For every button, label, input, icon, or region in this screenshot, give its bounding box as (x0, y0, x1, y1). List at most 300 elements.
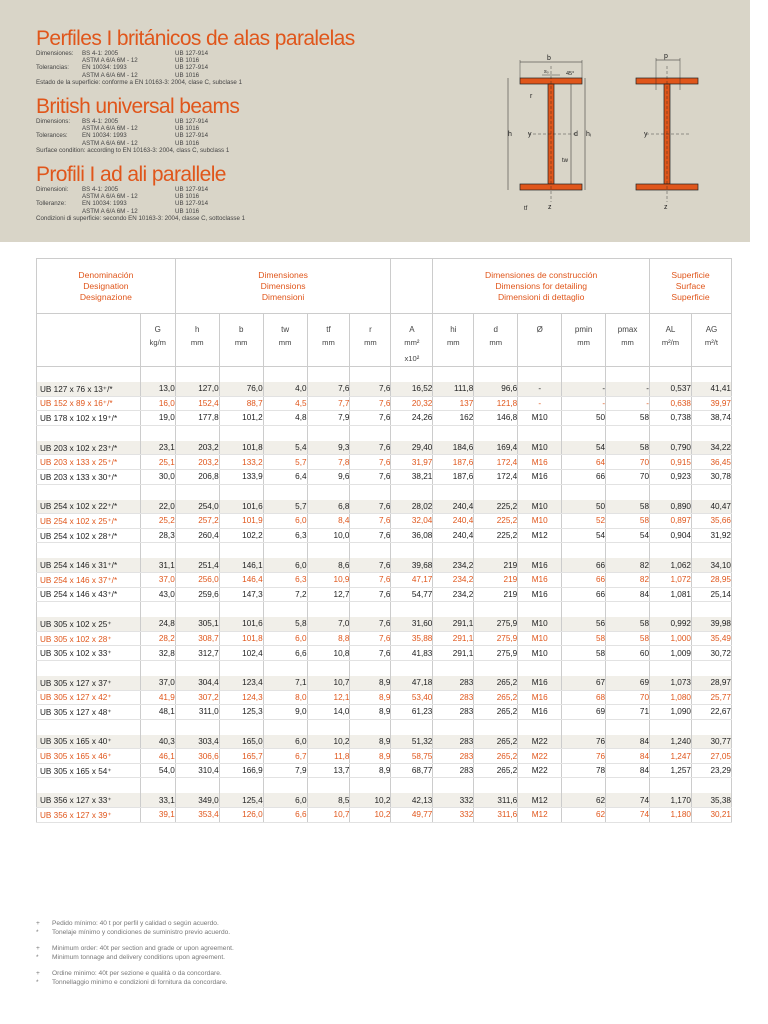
table-cell: 66 (562, 587, 606, 602)
unit-cell: mm (307, 334, 350, 350)
table-cell: 257,2 (175, 514, 219, 529)
beam-designation: UB 305 x 127 x 48⁺ (37, 705, 141, 720)
table-cell: 312,7 (175, 646, 219, 661)
table-row (37, 763, 732, 778)
group-header-line: Dimensions for detailing (495, 280, 588, 291)
footnote (36, 979, 234, 988)
footnote-text: Minimum tonnage and delivery conditions upon agreement. (52, 953, 226, 961)
symbol-cell: tf (307, 314, 350, 335)
unit-cell-empty (37, 350, 141, 367)
table-cell: 0,890 (650, 500, 692, 514)
table-row (37, 705, 732, 720)
group-gap-row (37, 778, 732, 794)
diagram-label-y2: y (644, 131, 648, 138)
table-cell: 50 (562, 411, 606, 426)
table-cell: 203,2 (175, 441, 219, 455)
table-cell: 6,0 (263, 514, 307, 529)
table-cell: 7,6 (350, 646, 391, 661)
table-cell: 9,6 (307, 469, 350, 484)
table-cell: 7,6 (307, 382, 350, 396)
table-cell: 0,638 (650, 396, 692, 411)
table-cell: 162 (433, 411, 474, 426)
symbol-row (37, 314, 732, 335)
table-cell: 41,9 (140, 690, 175, 705)
symbol-cell: hi (433, 314, 474, 335)
table-cell: M10 (518, 646, 562, 661)
gap-cell (219, 484, 263, 500)
symbol-cell: pmax (606, 314, 650, 335)
table-cell: 7,6 (350, 514, 391, 529)
table-cell: 111,8 (433, 382, 474, 396)
table-cell: 0,537 (650, 382, 692, 396)
table-cell: 25,77 (691, 690, 731, 705)
table-cell: 7,6 (350, 455, 391, 470)
unit-cell (606, 350, 650, 367)
table-cell: 28,2 (140, 631, 175, 646)
spec-row (36, 50, 355, 57)
table-cell: 283 (433, 735, 474, 749)
unit-cell (650, 350, 692, 367)
group-header-detailing (433, 259, 650, 314)
gap-cell (474, 719, 518, 735)
table-cell: 58 (606, 514, 650, 529)
table-cell: 53,40 (391, 690, 433, 705)
beam-designation: UB 254 x 102 x 25⁺/* (37, 514, 141, 529)
table-cell: M16 (518, 705, 562, 720)
table-row (37, 558, 732, 572)
table-cell: M16 (518, 587, 562, 602)
table-cell: 240,4 (433, 528, 474, 543)
table-cell: 225,2 (474, 514, 518, 529)
diagram-label-tf: tf (524, 206, 528, 212)
table-cell: 6,8 (307, 500, 350, 514)
table-cell: 38,74 (691, 411, 731, 426)
table-cell: 234,2 (433, 558, 474, 572)
table-cell: 7,8 (307, 455, 350, 470)
unit-cell (140, 350, 175, 367)
gap-cell (650, 425, 692, 441)
diagram-label-d: d (574, 131, 578, 138)
gap-cell (606, 484, 650, 500)
beam-designation: UB 203 x 102 x 23⁺/* (37, 441, 141, 455)
gap-cell (474, 778, 518, 794)
table-cell: 7,6 (350, 469, 391, 484)
table-cell: 5,8 (263, 617, 307, 631)
diagram-label-r: r (530, 93, 533, 100)
gap-cell (37, 484, 141, 500)
table-cell: 7,6 (350, 558, 391, 572)
spec-row (36, 57, 355, 64)
gap-cell (219, 543, 263, 559)
gap-cell (391, 602, 433, 618)
spec-value: ASTM A 6/A 6M - 12 (82, 57, 138, 65)
table-cell: 40,3 (140, 735, 175, 749)
gap-cell (518, 484, 562, 500)
table-cell: 39,1 (140, 808, 175, 823)
table-cell: 8,9 (350, 763, 391, 778)
gap-cell (518, 778, 562, 794)
gap-cell (140, 602, 175, 618)
gap-cell (606, 778, 650, 794)
section-title: Perfiles I británicos de alas paralelas (36, 27, 355, 50)
table-cell: 291,1 (433, 646, 474, 661)
table-cell: 6,3 (263, 528, 307, 543)
gap-cell (650, 602, 692, 618)
beam-designation: UB 305 x 165 x 40⁺ (37, 735, 141, 749)
gap-cell (691, 425, 731, 441)
table-row (37, 676, 732, 690)
unit-cell: x10² (391, 350, 433, 367)
beam-designation: UB 305 x 102 x 33⁺ (37, 646, 141, 661)
gap-cell (37, 660, 141, 676)
spec-row (36, 72, 355, 79)
table-cell: 58 (606, 631, 650, 646)
table-cell: 20,32 (391, 396, 433, 411)
table-cell: 32,8 (140, 646, 175, 661)
gap-cell (433, 719, 474, 735)
footnote (36, 970, 234, 979)
gap-cell (606, 719, 650, 735)
table-cell: 184,6 (433, 441, 474, 455)
spec-key: Dimensions: (36, 118, 71, 125)
table-cell: 82 (606, 572, 650, 587)
table-cell: 305,1 (175, 617, 219, 631)
section-title: British universal beams (36, 95, 240, 118)
table-cell: 39,97 (691, 396, 731, 411)
table-cell: 102,4 (219, 646, 263, 661)
table-cell: 54,77 (391, 587, 433, 602)
gap-cell (37, 719, 141, 735)
table-cell: 46,1 (140, 749, 175, 764)
table-cell: - (606, 382, 650, 396)
gap-cell (433, 425, 474, 441)
gap-cell (391, 719, 433, 735)
gap-cell (518, 367, 562, 383)
spec-key (36, 208, 82, 215)
spec-row (36, 118, 239, 125)
beam-designation: UB 152 x 89 x 16⁺/* (37, 396, 141, 411)
table-cell: M16 (518, 690, 562, 705)
gap-cell (391, 778, 433, 794)
table-cell: 31,60 (391, 617, 433, 631)
table-cell: 7,6 (350, 587, 391, 602)
table-cell: 39,68 (391, 558, 433, 572)
group-gap-row (37, 543, 732, 559)
table-cell: 58,75 (391, 749, 433, 764)
spec-range: UB 127-914 (175, 64, 209, 72)
table-row (37, 587, 732, 602)
gap-cell (263, 660, 307, 676)
table-cell: 7,6 (350, 441, 391, 455)
table-cell: 251,4 (175, 558, 219, 572)
footnote (36, 929, 234, 938)
gap-cell (219, 660, 263, 676)
table-cell: 219 (474, 587, 518, 602)
table-cell: 36,08 (391, 528, 433, 543)
table-cell: 126,0 (219, 808, 263, 823)
gap-cell (350, 719, 391, 735)
table-cell: 137 (433, 396, 474, 411)
table-cell: 68,77 (391, 763, 433, 778)
gap-cell (307, 425, 350, 441)
spec-value: EN 10034: 1993 (82, 64, 127, 72)
table-cell: 7,2 (263, 587, 307, 602)
table-cell: 7,6 (350, 411, 391, 426)
group-header-designation (37, 259, 176, 314)
unit-cell (433, 350, 474, 367)
table-cell: 10,2 (350, 793, 391, 807)
table-cell: 1,170 (650, 793, 692, 807)
table-cell: 58 (562, 631, 606, 646)
spec-key (36, 125, 82, 132)
table-cell: 14,0 (307, 705, 350, 720)
diagram-label-b: b (547, 55, 551, 62)
table-cell: 58 (606, 411, 650, 426)
table-cell: M12 (518, 808, 562, 823)
table-cell: 4,0 (263, 382, 307, 396)
table-cell: 76 (562, 735, 606, 749)
diagram-label-z2: z (664, 204, 668, 211)
table-cell: 35,88 (391, 631, 433, 646)
unit-cell (474, 350, 518, 367)
table-cell: 291,1 (433, 617, 474, 631)
table-cell: 23,29 (691, 763, 731, 778)
table-cell: 60 (606, 646, 650, 661)
table-cell: 6,0 (263, 631, 307, 646)
gap-cell (433, 484, 474, 500)
beam-designation: UB 305 x 165 x 54⁺ (37, 763, 141, 778)
gap-cell (562, 543, 606, 559)
table-cell: 50 (562, 500, 606, 514)
table-cell: 8,8 (307, 631, 350, 646)
spec-range: UB 1016 (175, 57, 200, 65)
group-gap-row (37, 425, 732, 441)
table-cell: 25,1 (140, 455, 175, 470)
table-cell: 275,9 (474, 646, 518, 661)
footnote-group (36, 945, 234, 962)
table-cell: 54 (562, 441, 606, 455)
gap-cell (691, 719, 731, 735)
table-cell: 70 (606, 455, 650, 470)
table-cell: 187,6 (433, 455, 474, 470)
spec-key (36, 193, 82, 200)
spec-value: ASTM A 6/A 6M - 12 (82, 125, 138, 133)
table-cell: 219 (474, 558, 518, 572)
table-cell: 34,10 (691, 558, 731, 572)
unit-cell (219, 350, 263, 367)
spec-row (36, 132, 239, 139)
table-cell: 7,7 (307, 396, 350, 411)
gap-cell (140, 425, 175, 441)
table-cell: 7,9 (263, 763, 307, 778)
symbol-cell: AL (650, 314, 692, 335)
gap-cell (175, 778, 219, 794)
gap-cell (691, 778, 731, 794)
table-cell: M16 (518, 572, 562, 587)
table-cell: 234,2 (433, 587, 474, 602)
table-cell: 31,1 (140, 558, 175, 572)
table-cell: 6,6 (263, 646, 307, 661)
table-cell: 165,7 (219, 749, 263, 764)
table-cell: - (562, 396, 606, 411)
table-cell: 275,9 (474, 631, 518, 646)
table-cell: 58 (606, 500, 650, 514)
table-cell: 61,23 (391, 705, 433, 720)
table-cell: 35,66 (691, 514, 731, 529)
spec-range: UB 1016 (175, 207, 200, 215)
group-header-line: Superficie (671, 269, 710, 280)
spec-key: Dimensiones: (36, 50, 74, 57)
table-cell: 74 (606, 808, 650, 823)
table-cell: 4,8 (263, 411, 307, 426)
group-header-line: Dimensions (260, 280, 306, 291)
table-cell: 265,2 (474, 749, 518, 764)
table-cell: 8,6 (307, 558, 350, 572)
table-cell: 6,7 (263, 749, 307, 764)
table-cell: 311,6 (474, 793, 518, 807)
gap-cell (391, 660, 433, 676)
table-cell: 7,6 (350, 396, 391, 411)
unit-cell: mm (350, 334, 391, 350)
table-cell: 169,4 (474, 441, 518, 455)
table-cell: 52 (562, 514, 606, 529)
table-cell: 88,7 (219, 396, 263, 411)
table-cell: 10,7 (307, 808, 350, 823)
table-cell: 146,8 (474, 411, 518, 426)
table-cell: 101,6 (219, 617, 263, 631)
table-cell: 47,17 (391, 572, 433, 587)
gap-cell (37, 543, 141, 559)
spec-range: UB 1016 (175, 139, 200, 147)
unit-row-2 (37, 350, 732, 367)
table-cell: 56 (562, 617, 606, 631)
table-cell: 31,97 (391, 455, 433, 470)
table-cell: 146,1 (219, 558, 263, 572)
group-header-empty (391, 259, 433, 314)
table-cell: 66 (562, 558, 606, 572)
group-header-line: Designation (83, 280, 129, 291)
group-header-line: Dimensioni di dettaglio (497, 291, 585, 302)
table-cell: M10 (518, 617, 562, 631)
gap-cell (175, 367, 219, 383)
table-cell: 7,9 (307, 411, 350, 426)
spec-key (36, 57, 82, 64)
table-cell: 1,240 (650, 735, 692, 749)
group-header-line: Surface (675, 280, 706, 291)
diagram-label-ss: sₛ (544, 69, 549, 75)
table-row (37, 690, 732, 705)
gap-cell (562, 719, 606, 735)
symbol-cell-empty (37, 314, 141, 335)
gap-cell (263, 602, 307, 618)
gap-cell (219, 719, 263, 735)
gap-cell (140, 719, 175, 735)
gap-cell (263, 484, 307, 500)
table-cell: 7,0 (307, 617, 350, 631)
table-cell: 124,3 (219, 690, 263, 705)
table-row (37, 500, 732, 514)
table-cell: 172,4 (474, 455, 518, 470)
table-cell: 13,7 (307, 763, 350, 778)
gap-cell (606, 602, 650, 618)
table-cell: M10 (518, 514, 562, 529)
table-cell: 84 (606, 763, 650, 778)
table-cell: 0,923 (650, 469, 692, 484)
gap-cell (562, 425, 606, 441)
table-cell: 102,2 (219, 528, 263, 543)
table-cell: 225,2 (474, 500, 518, 514)
table-cell: 265,2 (474, 705, 518, 720)
gap-cell (307, 660, 350, 676)
table-cell: 66 (562, 469, 606, 484)
group-header-surface (650, 259, 732, 314)
table-cell: 101,2 (219, 411, 263, 426)
table-cell: 1,180 (650, 808, 692, 823)
table-cell: 172,4 (474, 469, 518, 484)
beam-designation: UB 305 x 127 x 42⁺ (37, 690, 141, 705)
spec-row (36, 186, 245, 193)
table-cell: 6,4 (263, 469, 307, 484)
spec-info (36, 186, 245, 222)
table-cell: 8,9 (350, 690, 391, 705)
table-cell: 219 (474, 572, 518, 587)
table-cell: 33,1 (140, 793, 175, 807)
table-cell: 19,0 (140, 411, 175, 426)
spec-range: UB 127-914 (175, 118, 209, 125)
table-cell: 311,6 (474, 808, 518, 823)
diagram-label-p: p (664, 53, 668, 60)
gap-cell (650, 543, 692, 559)
table-cell: M16 (518, 676, 562, 690)
spec-row (36, 208, 245, 215)
gap-cell (691, 602, 731, 618)
table-cell: 6,3 (263, 572, 307, 587)
table-cell: 41,41 (691, 382, 731, 396)
table-cell: 1,080 (650, 690, 692, 705)
table-cell: 84 (606, 587, 650, 602)
table-cell: 8,0 (263, 690, 307, 705)
gap-cell (307, 543, 350, 559)
table-cell: 308,7 (175, 631, 219, 646)
table-cell: M10 (518, 631, 562, 646)
gap-cell (307, 778, 350, 794)
table-cell: 283 (433, 690, 474, 705)
table-cell: M22 (518, 749, 562, 764)
gap-cell (175, 660, 219, 676)
table-cell: 74 (606, 793, 650, 807)
table-cell: 8,5 (307, 793, 350, 807)
table-cell: 133,9 (219, 469, 263, 484)
table-cell: 123,4 (219, 676, 263, 690)
table-cell: 30,77 (691, 735, 731, 749)
table-cell: 256,0 (175, 572, 219, 587)
table-row (37, 793, 732, 807)
footnote-text: Tonelaje mínimo y condiciones de suministro previo acuerdo. (52, 928, 231, 936)
spec-info (36, 50, 355, 86)
gap-cell (140, 543, 175, 559)
gap-cell (219, 778, 263, 794)
table-cell: M10 (518, 500, 562, 514)
gap-cell (691, 367, 731, 383)
gap-cell (391, 484, 433, 500)
gap-cell (650, 367, 692, 383)
symbol-cell: tw (263, 314, 307, 335)
spec-value: ASTM A 6/A 6M - 12 (82, 207, 138, 215)
table-cell: 67 (562, 676, 606, 690)
gap-cell (350, 367, 391, 383)
diagram-label-hi: hᵢ (586, 131, 591, 138)
gap-cell (650, 660, 692, 676)
